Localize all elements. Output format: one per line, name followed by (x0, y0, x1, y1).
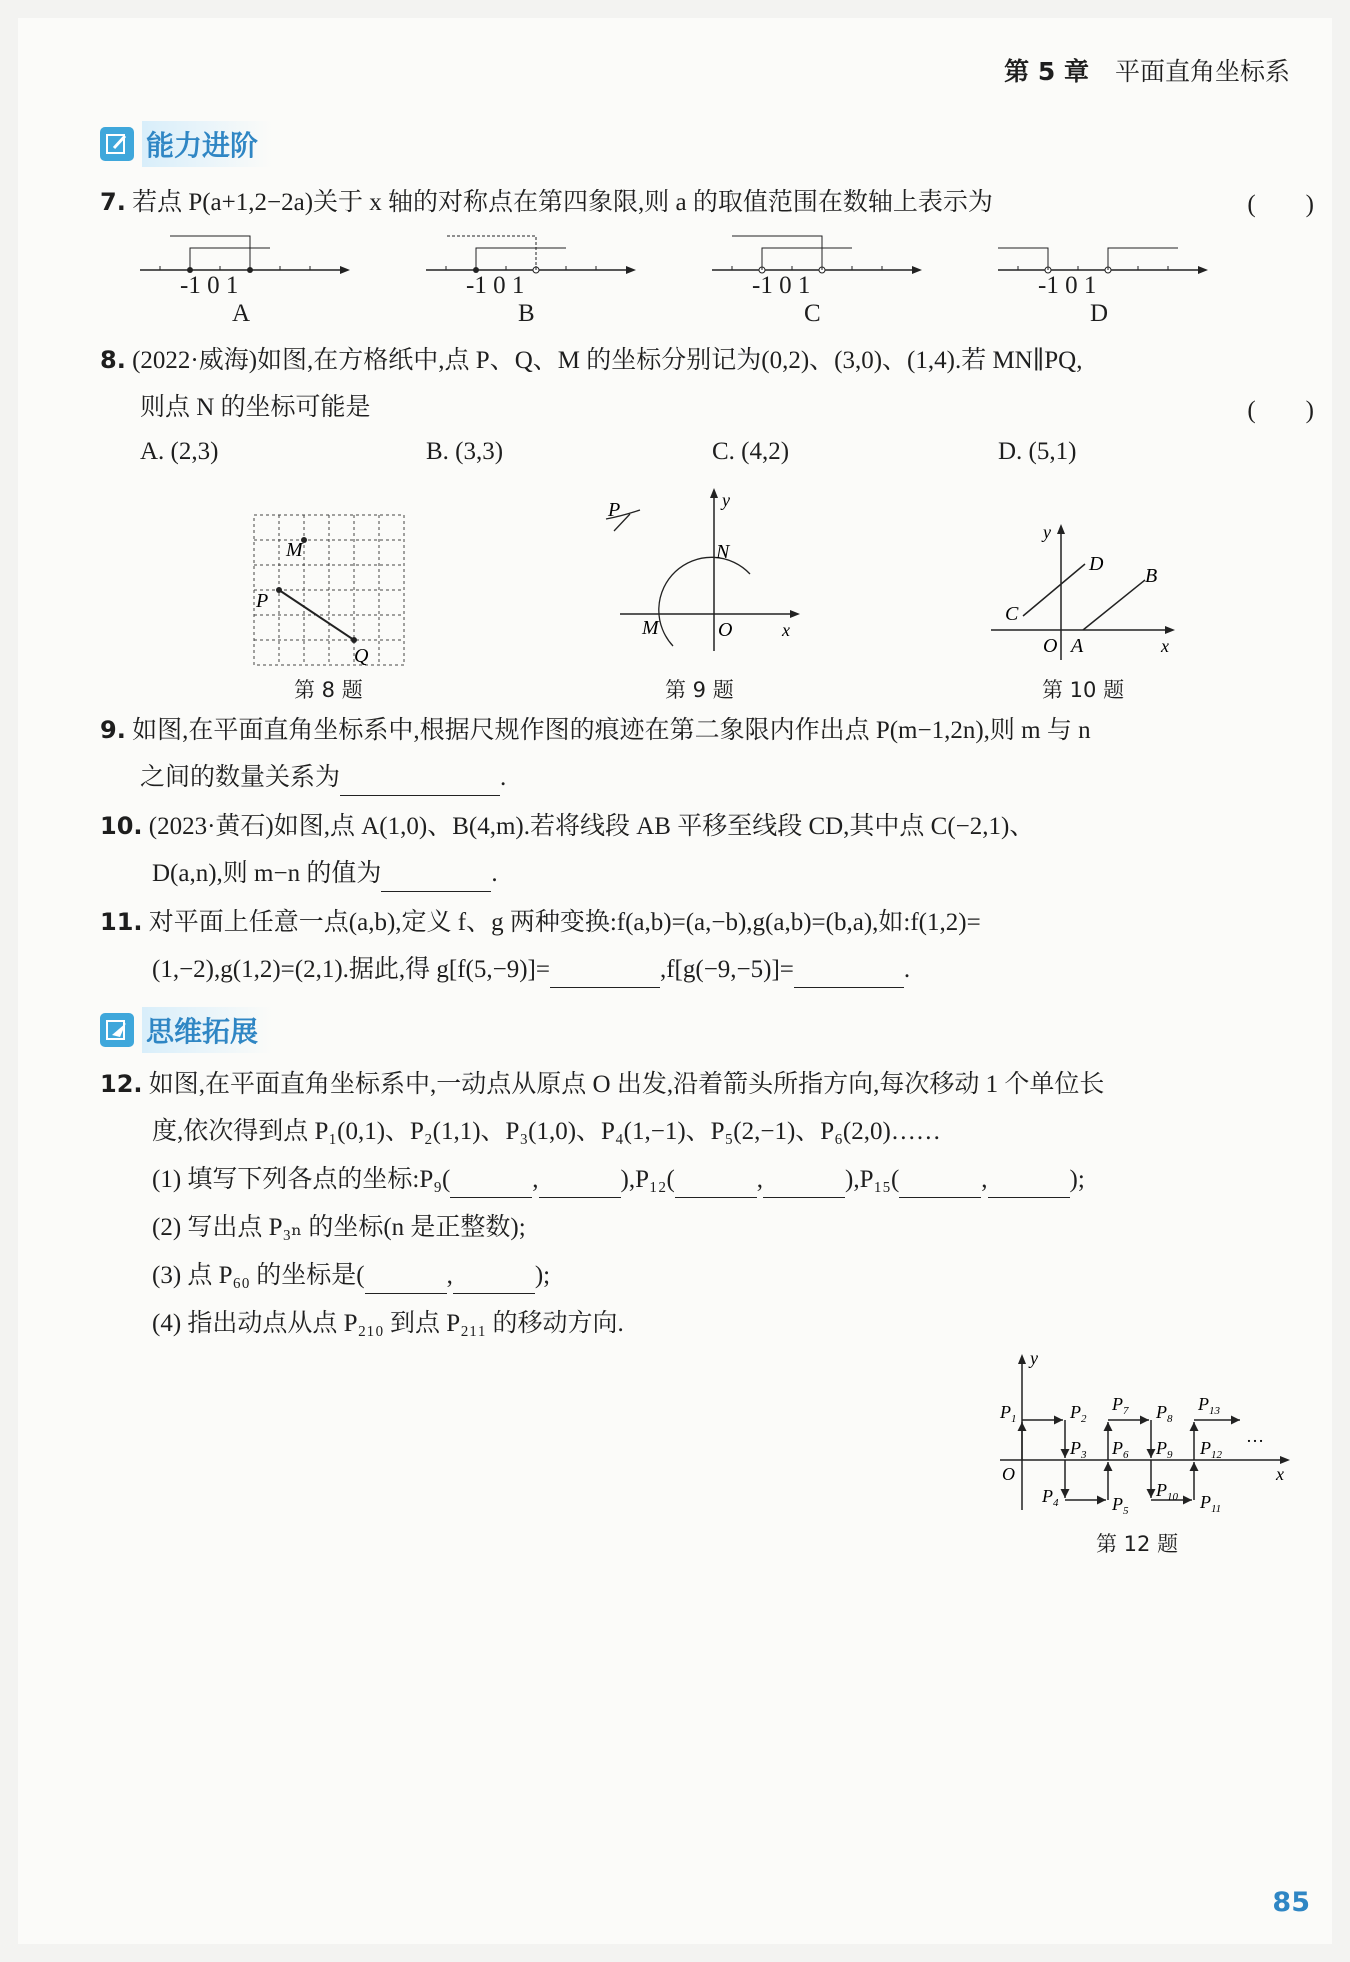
q12-part2: (2) 写出点 P₃ₙ 的坐标(n 是正整数); (152, 1214, 526, 1241)
svg-text:P: P (608, 499, 621, 521)
p15-x-blank[interactable] (899, 1171, 981, 1198)
q11-stem-line1: 11. 对平面上任意一点(a,b),定义 f、g 两种变换:f(a,b)=(a,−b),g(a,b)=(b,a),如:f(1,2)= (100, 908, 981, 936)
number-line-c-ticks: -1 0 1 (752, 272, 811, 299)
svg-text:P9: $P_9$ (1156, 1438, 1173, 1461)
svg-text:P1: $P_1$ (1000, 1402, 1017, 1425)
pencil-icon (100, 127, 134, 161)
q11-stem-line2: (1,−2),g(1,2)=(2,1).据此,得 g[f(5,−9)]= ,f[g(−9,−5)]= . (152, 952, 910, 988)
q7-option-d: D (1090, 300, 1109, 327)
svg-text:P3: $P_3$ (1070, 1438, 1087, 1461)
figure-8-grid (248, 510, 408, 670)
q10-stem-line2: D(a,n),则 m−n 的值为 . (152, 856, 498, 892)
svg-text:M: M (286, 539, 303, 561)
svg-text:O: O (718, 619, 733, 641)
svg-text:P: P (256, 590, 269, 612)
svg-text:y: y (722, 490, 730, 510)
q7-answer-paren: ( ) (1247, 191, 1314, 218)
svg-text:P7: $P_7$ (1112, 1394, 1129, 1417)
q7-option-c: C (804, 300, 821, 327)
q10-answer-blank[interactable] (381, 865, 491, 892)
svg-text:x: x (1276, 1464, 1284, 1484)
svg-text:y: y (1043, 522, 1051, 542)
q12-part3: (3) 点 P₆₀ 的坐标是( , ); (152, 1258, 550, 1294)
figure-8-caption: 第 8 题 (294, 678, 363, 702)
svg-text:C: C (1005, 603, 1019, 625)
running-header (1004, 52, 1290, 88)
number-line-c (712, 236, 922, 274)
q8-option-d: D. (5,1) (998, 438, 1077, 465)
figure-9-construction (600, 486, 810, 656)
svg-text:M: M (642, 617, 659, 639)
q12-stem-line1: 12. 如图,在平面直角坐标系中,一动点从原点 O 出发,沿着箭头所指方向,每次移动 1 个单位长 (100, 1070, 1105, 1098)
p60-x-blank[interactable] (365, 1267, 447, 1294)
q7-option-a: A (232, 300, 251, 327)
svg-text:P11: $P_{11}$ (1200, 1492, 1222, 1515)
chapter-title: 平面直角坐标系 (1114, 57, 1290, 86)
number-line-d (998, 248, 1208, 274)
svg-text:P6: $P_6$ (1112, 1438, 1129, 1461)
figure-12-path (990, 1350, 1300, 1520)
p9-x-blank[interactable] (450, 1171, 532, 1198)
q8-answer-paren: ( ) (1247, 397, 1314, 424)
q11-answer-blank-2[interactable] (794, 961, 904, 988)
svg-text:P13: $P_{13}$ (1198, 1394, 1220, 1417)
q12-part4: (4) 指出动点从点 P₂₁₀ 到点 P₂₁₁ 的移动方向. (152, 1310, 624, 1337)
figure-9-caption: 第 9 题 (665, 678, 734, 702)
svg-text:D: D (1089, 553, 1104, 575)
q8-option-c: C. (4,2) (712, 438, 790, 465)
number-line-a (140, 236, 350, 274)
q12-stem-line2: 度,依次得到点 P₁(0,1)、P₂(1,1)、P₃(1,0)、P₄(1,−1)、P₅(2,−1)、P₆(2,0)…… (152, 1118, 941, 1145)
svg-text:B: B (1145, 565, 1158, 587)
p12-x-blank[interactable] (675, 1171, 757, 1198)
figure-10-caption: 第 10 题 (1042, 678, 1125, 702)
q9-answer-blank[interactable] (340, 769, 500, 796)
svg-text:…: … (1246, 1426, 1264, 1446)
section-heading-extension (100, 1010, 272, 1050)
section-heading-advanced (100, 124, 272, 164)
q11-answer-blank-1[interactable] (550, 961, 660, 988)
q9-stem-line2: 之间的数量关系为 . (140, 760, 506, 796)
number-line-b (426, 236, 636, 274)
q8-option-a: A. (2,3) (140, 438, 219, 465)
q10-stem-line1: 10. (2023·黄石)如图,点 A(1,0)、B(4,m).若将线段 AB 平移至线段 CD,其中点 C(−2,1)、 (100, 812, 1035, 840)
svg-text:P5: $P_5$ (1112, 1494, 1129, 1517)
number-line-b-ticks: -1 0 1 (466, 272, 525, 299)
q12-part1: (1) 填写下列各点的坐标:P₉( , ),P₁₂( , ),P₁₅( , ); (152, 1162, 1085, 1198)
svg-text:Q: Q (354, 645, 369, 667)
svg-text:P12: $P_{12}$ (1200, 1438, 1222, 1461)
svg-text:P8: $P_8$ (1156, 1402, 1173, 1425)
chapter-label: 第 5 章 (1004, 57, 1089, 86)
q8-stem-line2: 则点 N 的坐标可能是 (140, 394, 371, 421)
svg-text:P10: $P_{10}$ (1156, 1480, 1178, 1503)
q8-stem-line1: 8. (2022·威海)如图,在方格纸中,点 P、Q、M 的坐标分别记为(0,2)、(3,0)、(1,4).若 MN∥PQ, (100, 346, 1083, 374)
svg-text:N: N (716, 541, 730, 563)
q8-option-b: B. (3,3) (426, 438, 504, 465)
svg-text:x: x (1161, 636, 1169, 656)
p9-y-blank[interactable] (539, 1171, 621, 1198)
section-title: 思维拓展 (142, 1007, 272, 1053)
number-line-a-ticks: -1 0 1 (180, 272, 239, 299)
svg-text:P2: $P_2$ (1070, 1402, 1087, 1425)
svg-text:P4: $P_4$ (1042, 1486, 1059, 1509)
svg-text:x: x (782, 620, 790, 640)
number-line-d-ticks: -1 0 1 (1038, 272, 1097, 299)
p12-y-blank[interactable] (763, 1171, 845, 1198)
svg-text:A: A (1071, 635, 1084, 657)
section-title: 能力进阶 (142, 121, 272, 167)
q9-stem-line1: 9. 如图,在平面直角坐标系中,根据尺规作图的痕迹在第二象限内作出点 P(m−1,2n),则 m 与 n (100, 716, 1091, 744)
q7-option-b: B (518, 300, 535, 327)
svg-text:O: O (1043, 635, 1058, 657)
q7-stem: 7. 若点 P(a+1,2−2a)关于 x 轴的对称点在第四象限,则 a 的取值范围在数轴上表示为 (100, 188, 993, 216)
svg-text:O: O (1002, 1464, 1015, 1484)
figure-10-coordinate-plane (985, 520, 1185, 665)
p60-y-blank[interactable] (453, 1267, 535, 1294)
page-number: 85 (1272, 1887, 1310, 1918)
p15-y-blank[interactable] (988, 1171, 1070, 1198)
paper-plane-icon (100, 1013, 134, 1047)
svg-text:y: y (1030, 1350, 1038, 1368)
figure-12-caption: 第 12 题 (1096, 1532, 1179, 1556)
